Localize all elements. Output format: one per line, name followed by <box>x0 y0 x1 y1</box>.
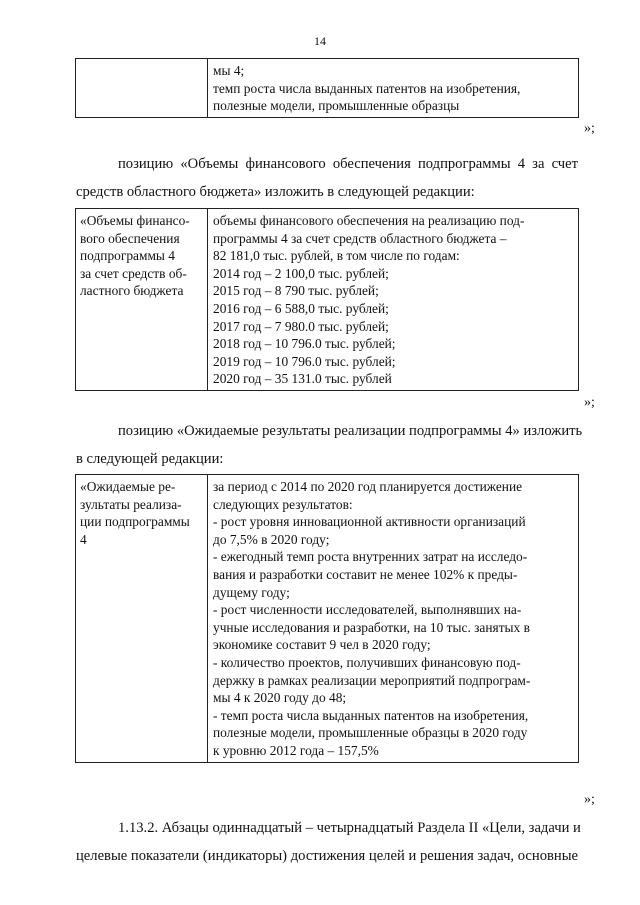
text-line: ции подпрограммы <box>80 514 190 530</box>
table-cell-right <box>208 59 579 118</box>
text-line: учные исследования и разработки, на 10 тыс. занятых в <box>213 619 530 635</box>
text-line: - количество проектов, получивших финансовую под- <box>213 654 521 670</box>
text-line: программы 4 за счет средств областного бюджета – <box>213 230 507 246</box>
text-line: - рост уровня инновационной активности организаций <box>213 514 526 530</box>
table-cell-label <box>76 209 208 391</box>
text-line: до 7,5% в 2020 году; <box>213 531 330 547</box>
text-line: 4 <box>80 531 87 547</box>
text-line: объемы финансового обеспечения на реализацию под- <box>213 213 525 228</box>
text-line: дущему году; <box>213 584 290 600</box>
text-line: 2019 год – 10 796.0 тыс. рублей; <box>213 353 396 369</box>
text-line: к уровню 2012 года – 157,5% <box>213 742 379 758</box>
text-line: полезные модели, промышленные образцы в 2020 году <box>213 725 528 741</box>
text-line: - рост численности исследователей, выполнявших на- <box>213 602 522 618</box>
text-line: - темп роста числа выданных патентов на изобретения, <box>213 707 529 723</box>
text-line: темп роста числа выданных патентов на изобретения, <box>213 80 521 96</box>
closing-quote: »; <box>584 792 595 807</box>
text-line: подпрограммы 4 <box>80 248 175 264</box>
text-line: 2015 год – 8 790 тыс. рублей; <box>213 283 379 299</box>
table-cell-label <box>76 475 208 763</box>
text-line: следующих результатов: <box>213 496 353 512</box>
text-line: «Ожидаемые ре- <box>80 479 176 494</box>
text-line: - ежегодный темп роста внутренних затрат на исследо- <box>213 549 528 565</box>
paragraph-funding-line2: средств областного бюджета» изложить в следующей редакции: <box>76 184 475 200</box>
text-line: зультаты реализа- <box>80 496 182 512</box>
text-line: 2020 год – 35 131.0 тыс. рублей <box>213 371 392 387</box>
text-line: полезные модели, промышленные образцы <box>213 98 460 114</box>
text-line: экономике составит 9 чел в 2020 году; <box>213 637 431 653</box>
table-fragment-continuation <box>75 58 579 118</box>
paragraph-results-line2: в следующей редакции: <box>76 451 224 467</box>
text-line: мы 4 к 2020 году до 48; <box>213 690 347 706</box>
text-line: вого обеспечения <box>80 230 180 246</box>
table-expected-results <box>75 474 579 763</box>
text-line: 2014 год – 2 100,0 тыс. рублей; <box>213 265 389 281</box>
text-line: 2016 год – 6 588,0 тыс. рублей; <box>213 300 389 316</box>
text-line: за счет средств об- <box>80 265 187 281</box>
table-cell-content <box>208 475 579 763</box>
text-line: 82 181,0 тыс. рублей, в том числе по годам: <box>213 248 460 264</box>
page-number: 14 <box>314 34 326 48</box>
text-line: мы 4; <box>213 63 245 78</box>
closing-quote: »; <box>584 395 595 410</box>
text-line: ластного бюджета <box>80 283 184 299</box>
closing-quote: »; <box>584 121 595 136</box>
text-line: 2017 год – 7 980.0 тыс. рублей; <box>213 318 389 334</box>
text-line: «Объемы финансо- <box>80 213 190 228</box>
table-cell-left <box>76 59 208 118</box>
paragraph-section-line1: 1.13.2. Абзацы одиннадцатый – четырнадцатый Раздела II «Цели, задачи и <box>118 820 581 836</box>
paragraph-results-line1: позицию «Ожидаемые результаты реализации подпрограммы 4» изложить <box>118 423 583 439</box>
text-line: держку в рамках реализации мероприятий подпрограм- <box>213 672 531 688</box>
table-cell-content <box>208 209 579 391</box>
paragraph-funding-line1: позицию «Объемы финансового обеспечения подпрограммы 4 за счет <box>118 156 578 172</box>
paragraph-section-line2: целевые показатели (индикаторы) достижения целей и решения задач, основные <box>76 848 578 864</box>
text-line: 2018 год – 10 796.0 тыс. рублей; <box>213 336 396 352</box>
text-line: вания и разработки составит не менее 102% к преды- <box>213 566 518 582</box>
table-funding <box>75 208 579 391</box>
text-line: за период с 2014 по 2020 год планируется достижение <box>213 479 523 494</box>
